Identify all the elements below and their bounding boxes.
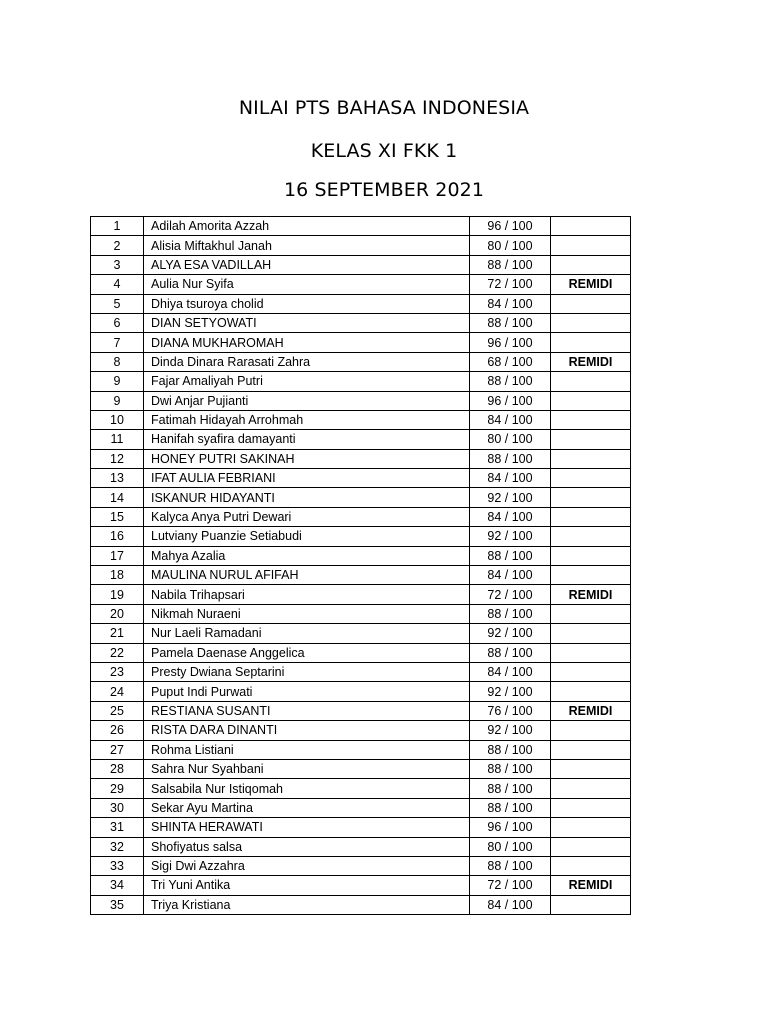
student-name: ALYA ESA VADILLAH	[144, 255, 470, 274]
student-name: DIAN SETYOWATI	[144, 313, 470, 332]
remedial-status	[551, 798, 631, 817]
student-name: Nur Laeli Ramadani	[144, 624, 470, 643]
student-number: 18	[91, 566, 144, 585]
table-row	[91, 313, 631, 332]
student-score: 88 / 100	[470, 255, 551, 274]
table-row	[91, 895, 631, 914]
student-number: 30	[91, 798, 144, 817]
student-name: Presty Dwiana Septarini	[144, 662, 470, 681]
exam-date: 16 SEPTEMBER 2021	[283, 179, 485, 201]
remedial-status	[551, 507, 631, 526]
remedial-status	[551, 895, 631, 914]
student-number: 2	[91, 236, 144, 255]
remedial-status	[551, 313, 631, 332]
student-score: 92 / 100	[470, 624, 551, 643]
table-row	[91, 391, 631, 410]
student-name: Hanifah syafira damayanti	[144, 430, 470, 449]
student-name: Alisia Miftakhul Janah	[144, 236, 470, 255]
student-number: 11	[91, 430, 144, 449]
student-name: Shofiyatus salsa	[144, 837, 470, 856]
table-row	[91, 449, 631, 468]
table-row	[91, 856, 631, 875]
student-score: 80 / 100	[470, 236, 551, 255]
student-score: 88 / 100	[470, 740, 551, 759]
student-number: 21	[91, 624, 144, 643]
student-name: Tri Yuni Antika	[144, 876, 470, 895]
student-score: 88 / 100	[470, 798, 551, 817]
table-row	[91, 604, 631, 623]
student-name: Fajar Amaliyah Putri	[144, 372, 470, 391]
table-row	[91, 469, 631, 488]
student-name: RESTIANA SUSANTI	[144, 701, 470, 720]
student-score: 88 / 100	[470, 313, 551, 332]
student-score: 84 / 100	[470, 662, 551, 681]
student-number: 33	[91, 856, 144, 875]
document-title: NILAI PTS BAHASA INDONESIA	[238, 97, 530, 119]
student-number: 3	[91, 255, 144, 274]
student-number: 34	[91, 876, 144, 895]
student-number: 31	[91, 818, 144, 837]
student-score: 84 / 100	[470, 895, 551, 914]
student-name: ISKANUR HIDAYANTI	[144, 488, 470, 507]
remedial-status	[551, 566, 631, 585]
student-number: 26	[91, 721, 144, 740]
student-name: Dhiya tsuroya cholid	[144, 294, 470, 313]
student-number: 15	[91, 507, 144, 526]
table-row	[91, 352, 631, 371]
table-row	[91, 624, 631, 643]
student-score: 88 / 100	[470, 372, 551, 391]
student-number: 8	[91, 352, 144, 371]
student-name: Lutviany Puanzie Setiabudi	[144, 527, 470, 546]
student-number: 1	[91, 217, 144, 236]
remedial-status: REMIDI	[551, 876, 631, 895]
table-row	[91, 701, 631, 720]
student-score: 76 / 100	[470, 701, 551, 720]
table-row	[91, 527, 631, 546]
remedial-status	[551, 779, 631, 798]
remedial-status	[551, 527, 631, 546]
student-score: 92 / 100	[470, 682, 551, 701]
remedial-status	[551, 546, 631, 565]
student-number: 13	[91, 469, 144, 488]
student-number: 29	[91, 779, 144, 798]
student-score: 96 / 100	[470, 818, 551, 837]
table-row	[91, 410, 631, 429]
student-score: 88 / 100	[470, 779, 551, 798]
student-score: 88 / 100	[470, 856, 551, 875]
student-number: 23	[91, 662, 144, 681]
student-number: 32	[91, 837, 144, 856]
remedial-status	[551, 682, 631, 701]
student-name: Sigi Dwi Azzahra	[144, 856, 470, 875]
student-name: Rohma Listiani	[144, 740, 470, 759]
table-row	[91, 876, 631, 895]
remedial-status	[551, 643, 631, 662]
student-number: 17	[91, 546, 144, 565]
remedial-status	[551, 837, 631, 856]
table-row	[91, 430, 631, 449]
student-number: 28	[91, 759, 144, 778]
table-row	[91, 779, 631, 798]
score-table-body	[91, 217, 631, 915]
student-name: Fatimah Hidayah Arrohmah	[144, 410, 470, 429]
table-row	[91, 546, 631, 565]
remedial-status: REMIDI	[551, 701, 631, 720]
remedial-status	[551, 856, 631, 875]
student-number: 5	[91, 294, 144, 313]
student-score: 88 / 100	[470, 643, 551, 662]
student-number: 9	[91, 372, 144, 391]
student-score: 80 / 100	[470, 430, 551, 449]
student-number: 35	[91, 895, 144, 914]
student-number: 9	[91, 391, 144, 410]
student-number: 19	[91, 585, 144, 604]
table-row	[91, 255, 631, 274]
table-row	[91, 585, 631, 604]
table-row	[91, 372, 631, 391]
remedial-status	[551, 391, 631, 410]
student-number: 24	[91, 682, 144, 701]
student-name: Kalyca Anya Putri Dewari	[144, 507, 470, 526]
student-name: Nikmah Nuraeni	[144, 604, 470, 623]
remedial-status	[551, 488, 631, 507]
remedial-status	[551, 721, 631, 740]
student-name: Dinda Dinara Rarasati Zahra	[144, 352, 470, 371]
table-row	[91, 721, 631, 740]
class-name: KELAS XI FKK 1	[310, 140, 458, 162]
student-name: Triya Kristiana	[144, 895, 470, 914]
student-name: Puput Indi Purwati	[144, 682, 470, 701]
table-row	[91, 643, 631, 662]
table-row	[91, 740, 631, 759]
table-row	[91, 333, 631, 352]
student-score: 84 / 100	[470, 566, 551, 585]
student-score: 68 / 100	[470, 352, 551, 371]
remedial-status	[551, 294, 631, 313]
student-score: 72 / 100	[470, 275, 551, 294]
student-name: Pamela Daenase Anggelica	[144, 643, 470, 662]
student-name: SHINTA HERAWATI	[144, 818, 470, 837]
student-name: MAULINA NURUL AFIFAH	[144, 566, 470, 585]
remedial-status: REMIDI	[551, 275, 631, 294]
student-name: IFAT AULIA FEBRIANI	[144, 469, 470, 488]
table-row	[91, 682, 631, 701]
student-score: 84 / 100	[470, 410, 551, 429]
remedial-status	[551, 236, 631, 255]
table-row	[91, 275, 631, 294]
remedial-status	[551, 818, 631, 837]
student-name: HONEY PUTRI SAKINAH	[144, 449, 470, 468]
student-name: Dwi Anjar Pujianti	[144, 391, 470, 410]
table-row	[91, 798, 631, 817]
table-row	[91, 662, 631, 681]
student-score: 88 / 100	[470, 546, 551, 565]
remedial-status	[551, 430, 631, 449]
remedial-status	[551, 740, 631, 759]
student-score: 72 / 100	[470, 585, 551, 604]
student-score: 84 / 100	[470, 469, 551, 488]
student-score: 96 / 100	[470, 391, 551, 410]
student-score: 72 / 100	[470, 876, 551, 895]
remedial-status	[551, 372, 631, 391]
student-number: 20	[91, 604, 144, 623]
student-name: Salsabila Nur Istiqomah	[144, 779, 470, 798]
remedial-status	[551, 255, 631, 274]
student-score: 92 / 100	[470, 488, 551, 507]
table-row	[91, 217, 631, 236]
student-number: 27	[91, 740, 144, 759]
student-number: 25	[91, 701, 144, 720]
student-number: 6	[91, 313, 144, 332]
remedial-status	[551, 759, 631, 778]
student-score: 80 / 100	[470, 837, 551, 856]
student-score: 88 / 100	[470, 604, 551, 623]
table-row	[91, 507, 631, 526]
student-number: 14	[91, 488, 144, 507]
student-name: Sekar Ayu Martina	[144, 798, 470, 817]
table-row	[91, 566, 631, 585]
remedial-status	[551, 604, 631, 623]
student-number: 16	[91, 527, 144, 546]
student-score: 96 / 100	[470, 333, 551, 352]
student-score: 88 / 100	[470, 759, 551, 778]
student-score: 96 / 100	[470, 217, 551, 236]
student-name: Mahya Azalia	[144, 546, 470, 565]
student-number: 4	[91, 275, 144, 294]
student-name: Nabila Trihapsari	[144, 585, 470, 604]
remedial-status	[551, 662, 631, 681]
remedial-status	[551, 469, 631, 488]
student-name: DIANA MUKHAROMAH	[144, 333, 470, 352]
student-name: Sahra Nur Syahbani	[144, 759, 470, 778]
student-number: 7	[91, 333, 144, 352]
student-score: 84 / 100	[470, 294, 551, 313]
remedial-status: REMIDI	[551, 352, 631, 371]
student-name: RISTA DARA DINANTI	[144, 721, 470, 740]
table-row	[91, 488, 631, 507]
table-row	[91, 818, 631, 837]
student-number: 10	[91, 410, 144, 429]
student-name: Aulia Nur Syifa	[144, 275, 470, 294]
student-score: 92 / 100	[470, 721, 551, 740]
table-row	[91, 837, 631, 856]
remedial-status: REMIDI	[551, 585, 631, 604]
table-row	[91, 236, 631, 255]
student-score: 88 / 100	[470, 449, 551, 468]
student-number: 12	[91, 449, 144, 468]
remedial-status	[551, 624, 631, 643]
student-score: 92 / 100	[470, 527, 551, 546]
table-row	[91, 759, 631, 778]
table-row	[91, 294, 631, 313]
student-number: 22	[91, 643, 144, 662]
student-name: Adilah Amorita Azzah	[144, 217, 470, 236]
student-score: 84 / 100	[470, 507, 551, 526]
remedial-status	[551, 333, 631, 352]
score-table	[90, 216, 631, 915]
remedial-status	[551, 217, 631, 236]
remedial-status	[551, 410, 631, 429]
remedial-status	[551, 449, 631, 468]
